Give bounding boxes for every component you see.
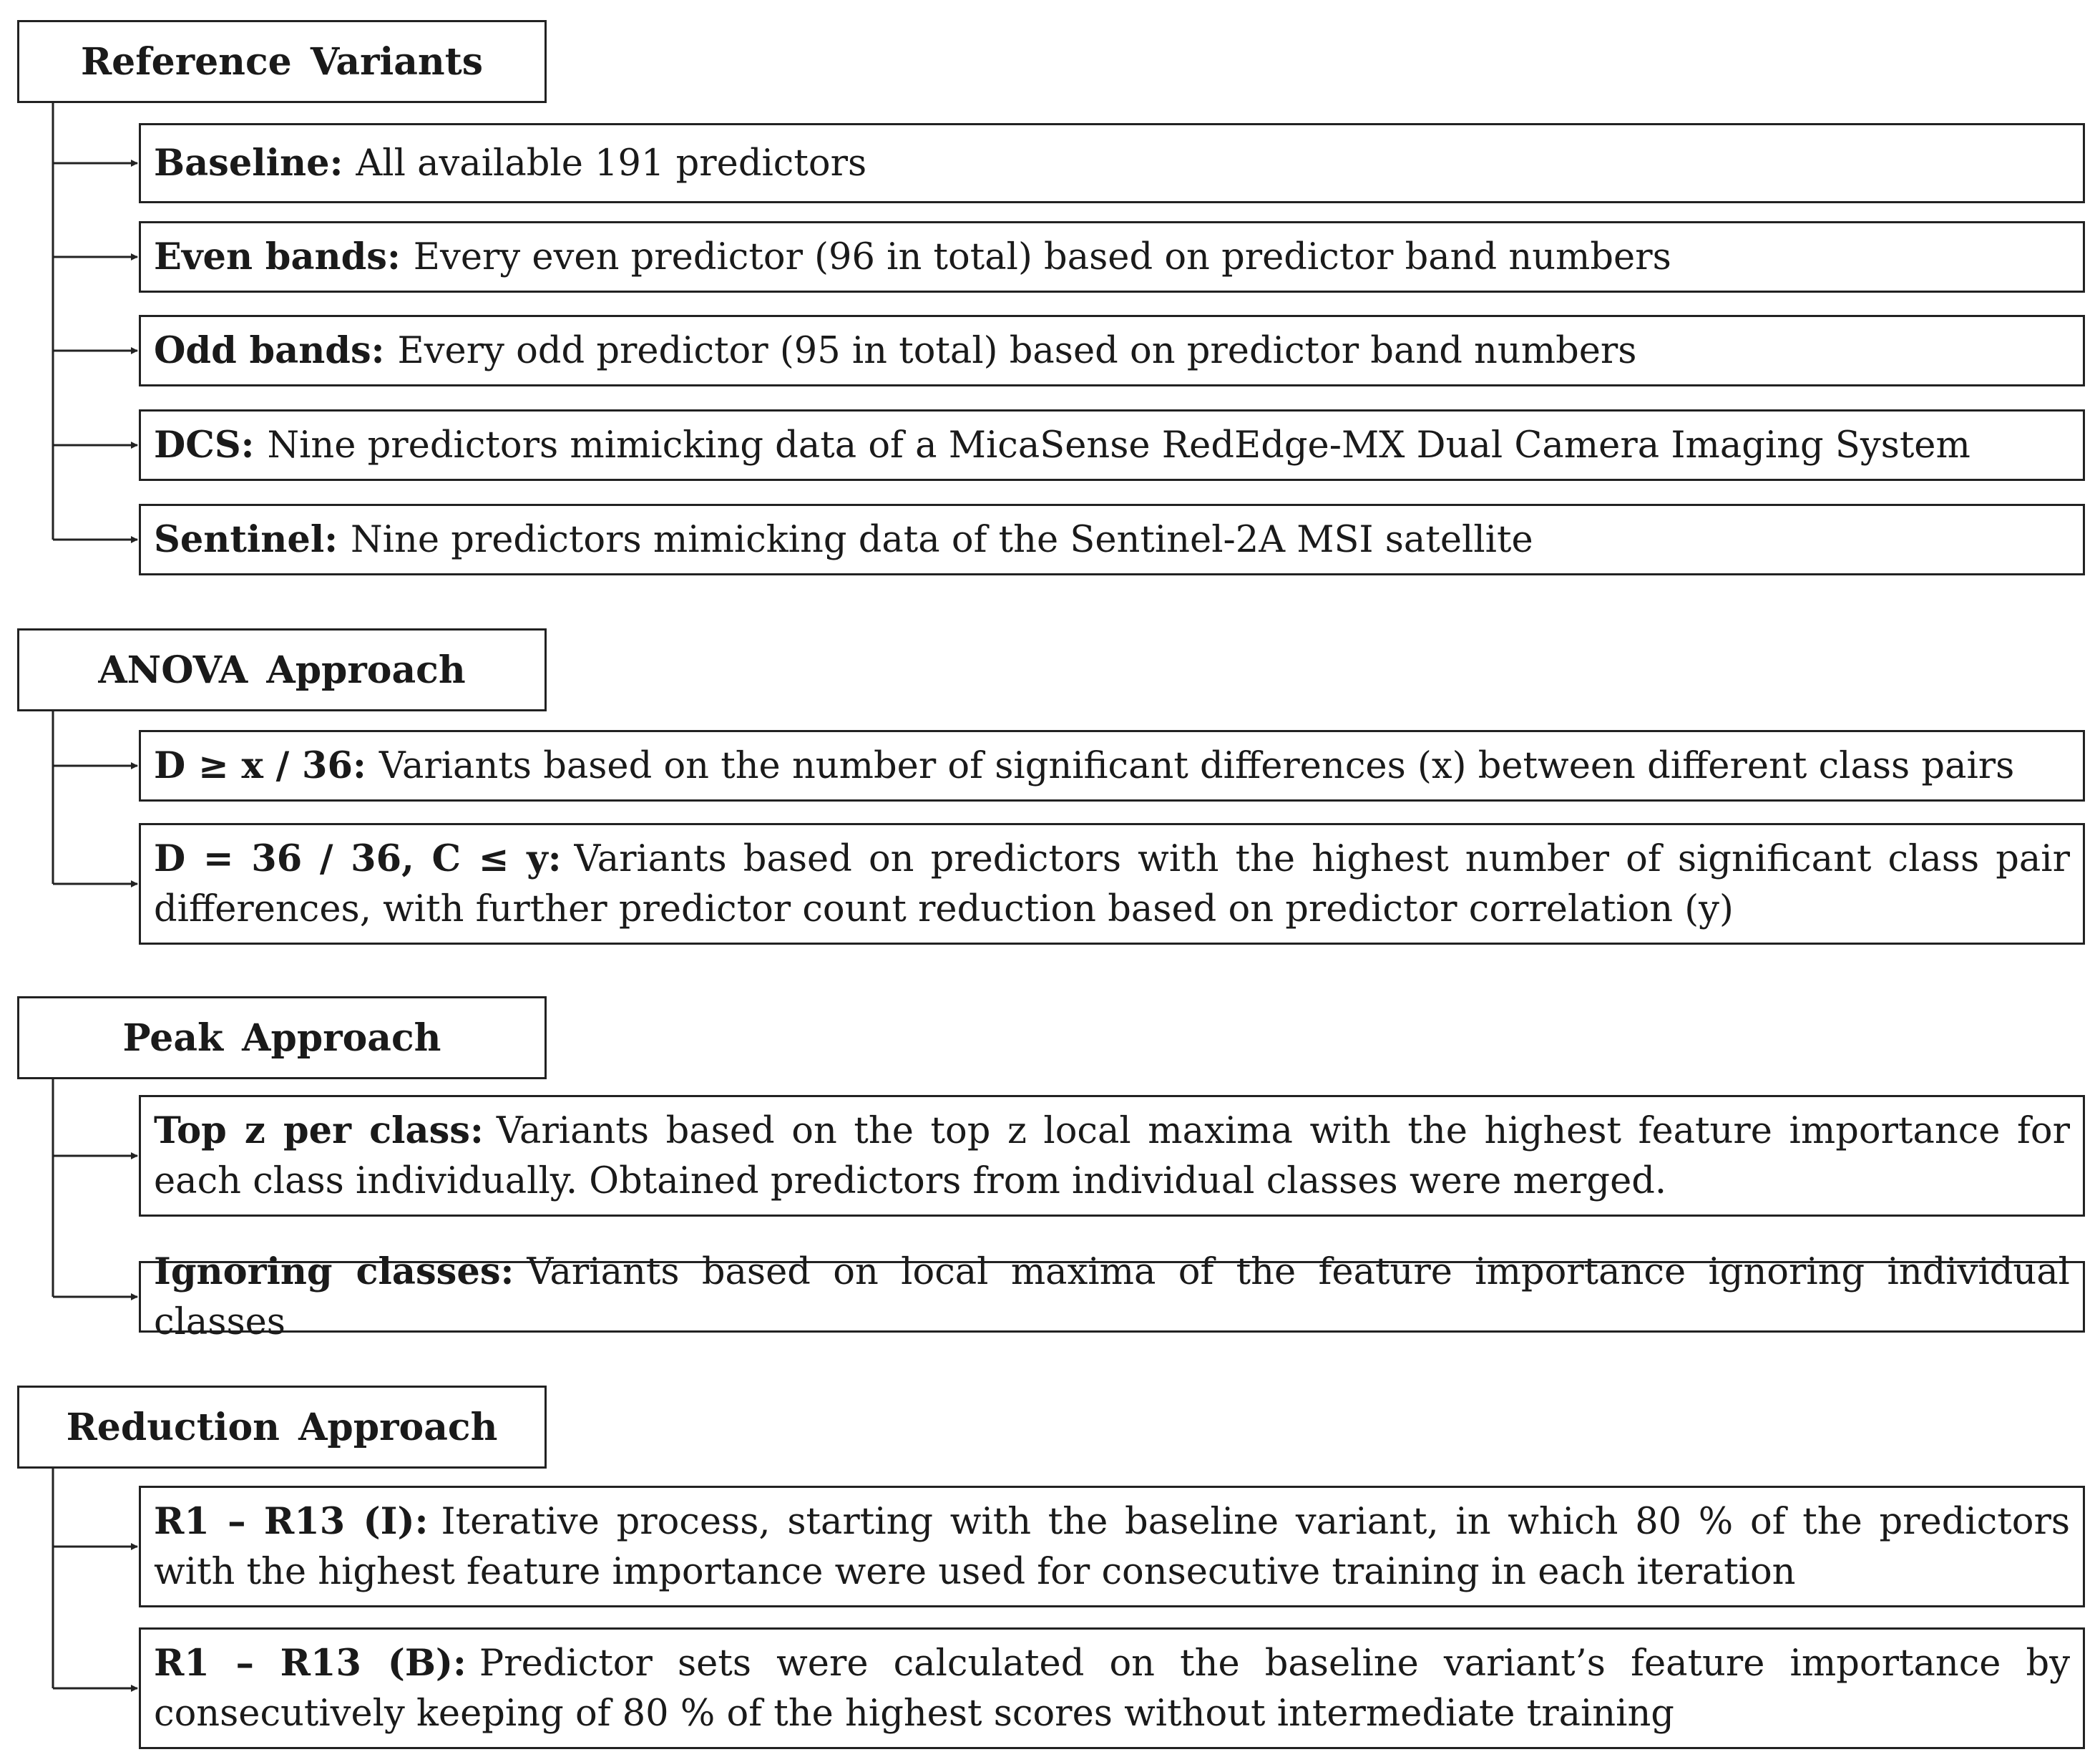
item-text: Variants based on predictors with the highest number of significant class pair differences, with further predictor count reduction based on predictor correlation (y) (154, 837, 2070, 930)
item-box-dcs (139, 409, 2085, 481)
item-label: R1 – R13 (B): (154, 1641, 467, 1685)
item-label: D = 36 / 36, C ≤ y: (154, 837, 562, 880)
item-box-even-bands (139, 221, 2085, 293)
item-label: DCS: (154, 423, 255, 467)
section-header-reduction-approach (17, 1386, 547, 1469)
item-box-anova-d-x (139, 730, 2085, 802)
section-header-reference-variants (17, 20, 547, 103)
item-box-r1-r13-i (139, 1486, 2085, 1607)
item-text: All available 191 predictors (356, 142, 867, 185)
item-box-anova-d36-c-y (139, 823, 2085, 945)
item-box-sentinel (139, 504, 2085, 575)
item-text: Variants based on local maxima of the feature importance ignoring individual classes (154, 1250, 2070, 1343)
item-text: Nine predictors mimicking data of a MicaSense RedEdge-MX Dual Camera Imaging System (267, 424, 1970, 467)
section-title: ANOVA Approach (98, 648, 466, 692)
item-label: Even bands: (154, 235, 401, 278)
item-text: Every odd predictor (95 in total) based on predictor band numbers (397, 329, 1637, 372)
item-box-baseline (139, 123, 2085, 203)
item-box-top-z-per-class (139, 1095, 2085, 1217)
item-text: Nine predictors mimicking data of the Sentinel-2A MSI satellite (351, 518, 1533, 561)
item-label: Odd bands: (154, 328, 385, 372)
item-box-r1-r13-b (139, 1627, 2085, 1749)
item-text: Variants based on the top z local maxima with the highest feature importance for each class individually. Obtained predictors from individual classes were merged. (154, 1109, 2070, 1202)
section-title: Peak Approach (122, 1016, 441, 1060)
item-text: Iterative process, starting with the baseline variant, in which 80 % of the predictors with the highest feature importance were used for consecutive training in each iteration (154, 1500, 2070, 1593)
item-text: Variants based on the number of significant differences (x) between different class pairs (379, 744, 2015, 787)
item-label: R1 – R13 (I): (154, 1499, 429, 1543)
section-title: Reference Variants (80, 39, 484, 84)
item-label: D ≥ x / 36: (154, 744, 366, 787)
item-label: Top z per class: (154, 1109, 484, 1152)
item-box-odd-bands (139, 315, 2085, 386)
item-text: Every even predictor (96 in total) based on predictor band numbers (413, 235, 1671, 278)
section-header-peak-approach (17, 996, 547, 1079)
item-label: Baseline: (154, 141, 343, 185)
item-label: Sentinel: (154, 517, 338, 561)
item-text: Predictor sets were calculated on the baseline variant’s feature importance by consecutively keeping of 80 % of the highest scores without intermediate training (154, 1642, 2071, 1735)
section-title: Reduction Approach (66, 1405, 498, 1449)
item-label: Ignoring classes: (154, 1250, 514, 1293)
item-box-ignoring-classes (139, 1250, 2085, 1343)
section-header-anova-approach (17, 628, 547, 711)
